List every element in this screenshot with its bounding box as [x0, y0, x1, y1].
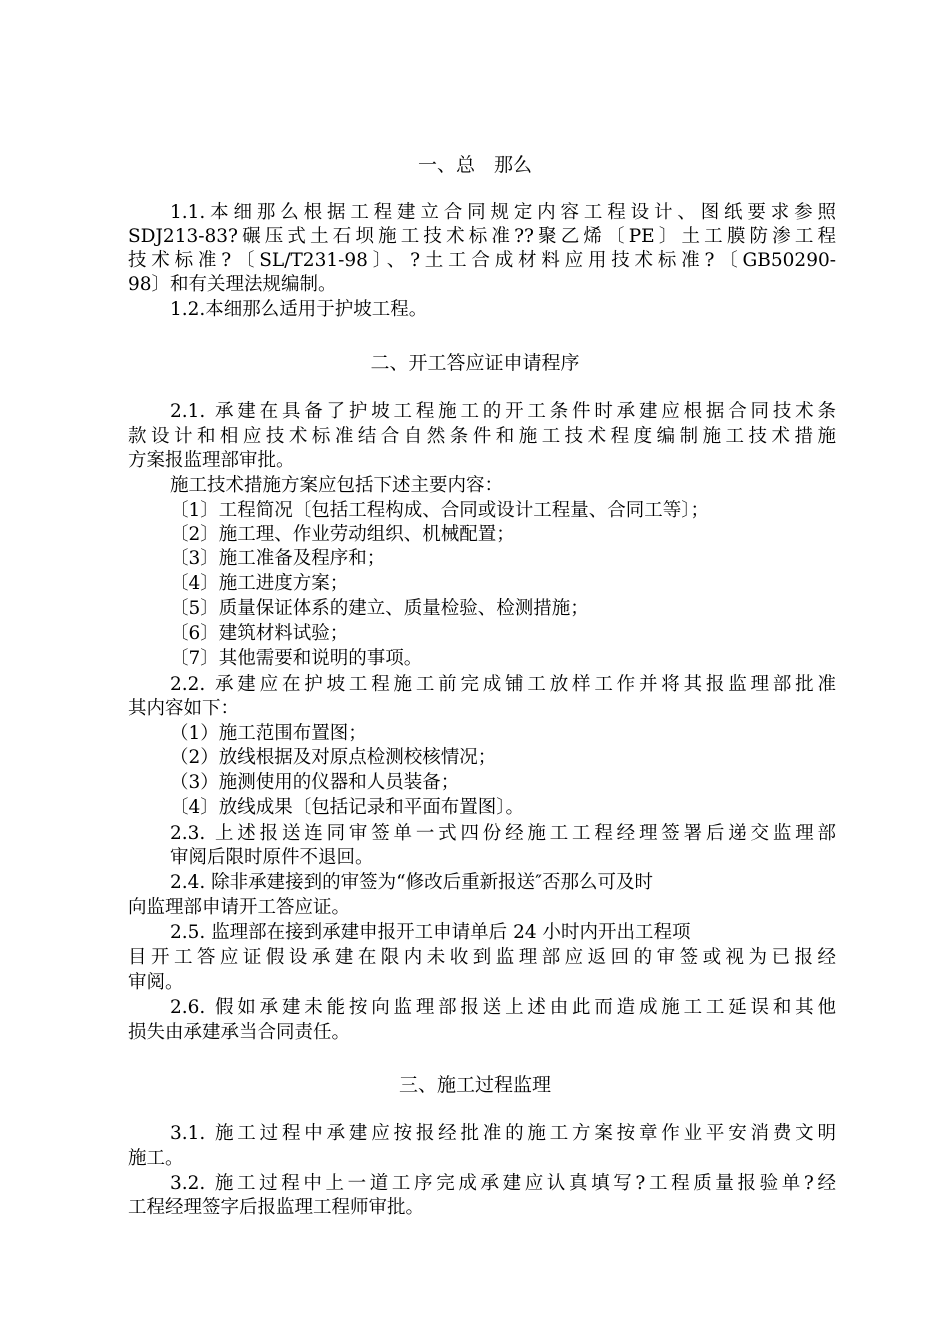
paragraph-1-1-line-1: 1.1.本细那么根据工程建立合同规定内容工程设计、图纸要求参照	[170, 202, 836, 223]
paragraph-2-5-line-3: 审阅。	[128, 972, 184, 993]
paragraph-3-2-line-1: 3.2. 施工过程中上一道工序完成承建应认真填写?工程质量报验单?经	[170, 1173, 836, 1194]
list-intro: 施工技术措施方案应包括下述主要内容：	[170, 475, 504, 496]
paragraph-2-6-line-1: 2.6. 假如承建未能按向监理部报送上述由此而造成施工工延误和其他	[170, 997, 836, 1018]
paragraph-1-1-line-2: SDJ213-83?碾压式土石坝施工技术标准??聚乙烯〔PE〕土工膜防渗工程	[128, 226, 836, 247]
section-1-title: 一、总 那么	[417, 154, 532, 176]
paragraph-2-1-line-2: 款设计和相应技术标准结合自然条件和施工技术程度编制施工技术措施	[128, 426, 836, 447]
paragraph-2-3-line-1: 2.3. 上述报送连同审签单一式四份经施工工程经理签署后递交监理部	[170, 823, 836, 844]
paragraph-2-3-line-2: 审阅后限时原件不退回。	[170, 847, 374, 868]
paragraph-2-2-line-2: 其内容如下：	[128, 698, 240, 719]
paragraph-2-4-line-2: 向监理部申请开工答应证。	[128, 897, 351, 918]
list-item: 〔4〕放线成果〔包括记录和平面布置图〕。	[170, 797, 525, 818]
paragraph-2-4-line-1: 2.4. 除非承建接到的审签为“修改后重新报送″否那么可及时	[170, 872, 654, 893]
paragraph-2-1-line-3: 方案报监理部审批。	[128, 450, 295, 471]
paragraph-1-2: 1.2.本细那么适用于护坡工程。	[170, 299, 428, 320]
list-item: 〔2〕施工理、作业劳动组织、机械配置；	[170, 524, 515, 545]
list-item: 〔6〕建筑材料试验；	[170, 623, 349, 644]
paragraph-2-1-line-1: 2.1. 承建在具备了护坡工程施工的开工条件时承建应根据合同技术条	[170, 401, 836, 422]
section-3-title: 三、施工过程监理	[398, 1074, 551, 1096]
list-item: 〔4〕施工进度方案；	[170, 573, 349, 594]
list-item: （1）施工范围布置图；	[170, 723, 367, 744]
paragraph-2-5-line-1: 2.5. 监理部在接到承建申报开工申请单后 24 小时内开出工程项	[170, 922, 691, 943]
list-item: （2）放线根据及对原点检测校核情况；	[170, 747, 497, 768]
paragraph-3-2-line-2: 工程经理签字后报监理工程师审批。	[128, 1197, 425, 1218]
list-item: 〔3〕施工准备及程序和；	[170, 548, 386, 569]
paragraph-3-1-line-2: 施工。	[128, 1148, 184, 1169]
list-item: （3）施测使用的仪器和人员装备；	[170, 772, 460, 793]
list-item: 〔1〕工程简况〔包括工程构成、合同或设计工程量、合同工等〕；	[170, 500, 710, 521]
list-item: 〔5〕质量保证体系的建立、质量检验、检测措施；	[170, 598, 589, 619]
list-item: 〔7〕其他需要和说明的事项。	[170, 648, 423, 669]
paragraph-2-5-line-2: 目开工答应证假设承建在限内未收到监理部应返回的审签或视为已报经	[128, 947, 836, 968]
paragraph-1-1-line-4: 98〕和有关理法规编制。	[128, 274, 337, 295]
paragraph-2-6-line-2: 损失由承建承当合同责任。	[128, 1022, 351, 1043]
section-2-title: 二、开工答应证申请程序	[370, 352, 580, 374]
paragraph-3-1-line-1: 3.1. 施工过程中承建应按报经批准的施工方案按章作业平安消费文明	[170, 1123, 836, 1144]
paragraph-1-1-line-3: 技术标准?〔SL/T231-98〕、?土工合成材料应用技术标准?〔GB50290-	[128, 250, 836, 271]
paragraph-2-2-line-1: 2.2. 承建应在护坡工程施工前完成铺工放样工作并将其报监理部批准	[170, 674, 836, 695]
